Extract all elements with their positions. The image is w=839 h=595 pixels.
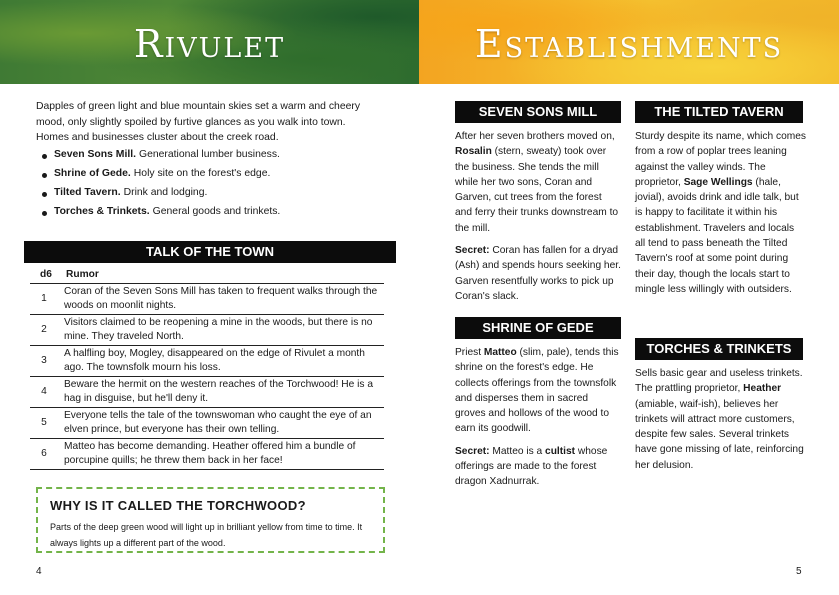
page-title-rivulet: Rivulet bbox=[133, 22, 286, 66]
table-row bbox=[30, 438, 384, 469]
rumor-cell: Coran of the Seven Sons Mill has taken to frequent walks through the woods on moonlit nights. bbox=[64, 283, 384, 314]
mill-description bbox=[455, 129, 621, 236]
establishments-banner bbox=[419, 0, 839, 84]
roll-cell: 2 bbox=[30, 314, 64, 345]
roll-cell: 6 bbox=[30, 438, 64, 469]
table-row bbox=[30, 314, 384, 345]
list-item-desc: General goods and trinkets. bbox=[152, 206, 281, 217]
text-run: (hale, jovial), avoids drink and idle talk, but is happy to facilitate it within his establishment. Travelers and locals all tend to pass beneath the Tilted Tavern's roof at some point during their day, though the locals start to mingle less willingly with outsiders. bbox=[635, 176, 799, 295]
text-run: Coran has fallen for a dryad (Ash) and spends hours seeking her. Garven resentfully works to pick up Coran's slack. bbox=[455, 245, 621, 302]
list-item bbox=[40, 168, 400, 187]
sidebar-title: WHY IS IT CALLED THE TORCHWOOD? bbox=[50, 498, 306, 513]
list-item bbox=[40, 187, 400, 206]
text-run: Sells basic gear and useless trinkets. The prattling proprietor, bbox=[635, 368, 803, 395]
mill-secret bbox=[455, 243, 621, 304]
page-number-left: 4 bbox=[36, 566, 42, 577]
list-item-name: Tilted Tavern. bbox=[54, 187, 121, 198]
list-item-desc: Generational lumber business. bbox=[139, 149, 280, 160]
list-item-desc: Holy site on the forest's edge. bbox=[133, 168, 271, 179]
list-item bbox=[40, 149, 400, 168]
table-row bbox=[30, 376, 384, 407]
page-title-establishments: Establishments bbox=[474, 22, 784, 66]
rivulet-banner bbox=[0, 0, 419, 84]
talk-of-the-town-heading: TALK OF THE TOWN bbox=[24, 241, 396, 263]
tilted-tavern-body bbox=[635, 129, 807, 297]
rumor-cell: Matteo has become demanding. Heather offered him a bundle of porcupine quills; he threw them back in her face! bbox=[64, 438, 384, 469]
rumor-table bbox=[30, 266, 384, 470]
shrine-secret bbox=[455, 444, 621, 490]
roll-cell: 3 bbox=[30, 345, 64, 376]
list-item-name: Seven Sons Mill. bbox=[54, 149, 136, 160]
tavern-description bbox=[635, 129, 807, 297]
shrine-of-gede-heading: SHRINE OF GEDE bbox=[455, 317, 621, 339]
table-header-row bbox=[30, 266, 384, 283]
npc-name: Rosalin bbox=[455, 146, 492, 158]
bullet-icon bbox=[42, 154, 47, 159]
intro-paragraph: Dapples of green light and blue mountain skies set a warm and cheery mood, only slightly spoiled by furtive glances as you walk into town. Homes and businesses cluster about the creek road. bbox=[36, 101, 361, 143]
torches-trinkets-heading: TORCHES & TRINKETS bbox=[635, 338, 803, 360]
location-list bbox=[40, 149, 400, 225]
secret-label: Secret: bbox=[455, 445, 490, 457]
text-run: (slim, pale), tends this shrine on the forest's edge. He collects offerings from the townsfolk and disperses them in sacred groves and hollows of the wood to earn its goodwill. bbox=[455, 347, 619, 435]
rumor-cell: Visitors claimed to be reopening a mine in the woods, but there is no mine. They traveled North. bbox=[64, 314, 384, 345]
list-item bbox=[40, 206, 400, 225]
page-number-right: 5 bbox=[796, 566, 802, 577]
roll-cell: 5 bbox=[30, 407, 64, 438]
shrine-of-gede-body bbox=[455, 345, 621, 490]
bullet-icon bbox=[42, 192, 47, 197]
text-run: (stern, sweaty) took over the business. She tends the mill while her two sons, Coran and Garven, cut trees from the forest and ferry their trunks downstream to the mill. bbox=[455, 146, 619, 234]
torchwood-sidebar bbox=[36, 487, 385, 553]
tilted-tavern-heading: THE TILTED TAVERN bbox=[635, 101, 803, 123]
list-item-name: Torches & Trinkets. bbox=[54, 206, 150, 217]
list-item-name: Shrine of Gede. bbox=[54, 168, 131, 179]
seven-sons-mill-body bbox=[455, 129, 621, 304]
text-run: (amiable, waif-ish), believes her trinkets will attract more customers, despite few sales. Several trinkets have gone missing of late, reinforcing her delusion. bbox=[635, 398, 804, 471]
rumor-cell: Beware the hermit on the western reaches of the Torchwood! He is a hag in disguise, but he'll deny it. bbox=[64, 376, 384, 407]
secret-label: Secret: bbox=[455, 245, 490, 257]
table-row bbox=[30, 345, 384, 376]
column-header-rumor: Rumor bbox=[64, 266, 384, 283]
roll-cell: 4 bbox=[30, 376, 64, 407]
text-run: Sturdy despite its name, which comes from a row of poplar trees leaning against the valley winds. The proprietor, bbox=[635, 131, 806, 188]
text-run: After her seven brothers moved on, bbox=[455, 131, 615, 142]
sidebar-text: Parts of the deep green wood will light up in brilliant yellow from time to time. It always lights up a different part of the wood. bbox=[50, 522, 363, 548]
rumor-cell: A halfling boy, Mogley, disappeared on the edge of Rivulet a month ago. The townsfolk mourn his loss. bbox=[64, 345, 384, 376]
npc-name: Heather bbox=[743, 383, 782, 395]
table-row bbox=[30, 283, 384, 314]
bullet-icon bbox=[42, 173, 47, 178]
npc-name: Matteo bbox=[483, 347, 517, 358]
text-run: Priest bbox=[455, 347, 484, 358]
seven-sons-mill-heading: SEVEN SONS MILL bbox=[455, 101, 621, 123]
shrine-description bbox=[455, 345, 621, 437]
table-row bbox=[30, 407, 384, 438]
bullet-icon bbox=[42, 211, 47, 216]
column-header-die: d6 bbox=[30, 266, 64, 283]
text-run: Matteo is a bbox=[489, 445, 546, 457]
rumor-cell: Everyone tells the tale of the townswoman who caught the eye of an elven prince, but everyone has their own telling. bbox=[64, 407, 384, 438]
roll-cell: 1 bbox=[30, 283, 64, 314]
keyword: cultist bbox=[545, 445, 576, 457]
npc-name: Sage Wellings bbox=[683, 176, 753, 188]
list-item-desc: Drink and lodging. bbox=[123, 187, 208, 198]
text-run: whose offerings are made to the forest dragon Xadnurrak. bbox=[455, 445, 608, 488]
torches-description bbox=[635, 366, 807, 473]
torches-trinkets-body bbox=[635, 366, 807, 473]
